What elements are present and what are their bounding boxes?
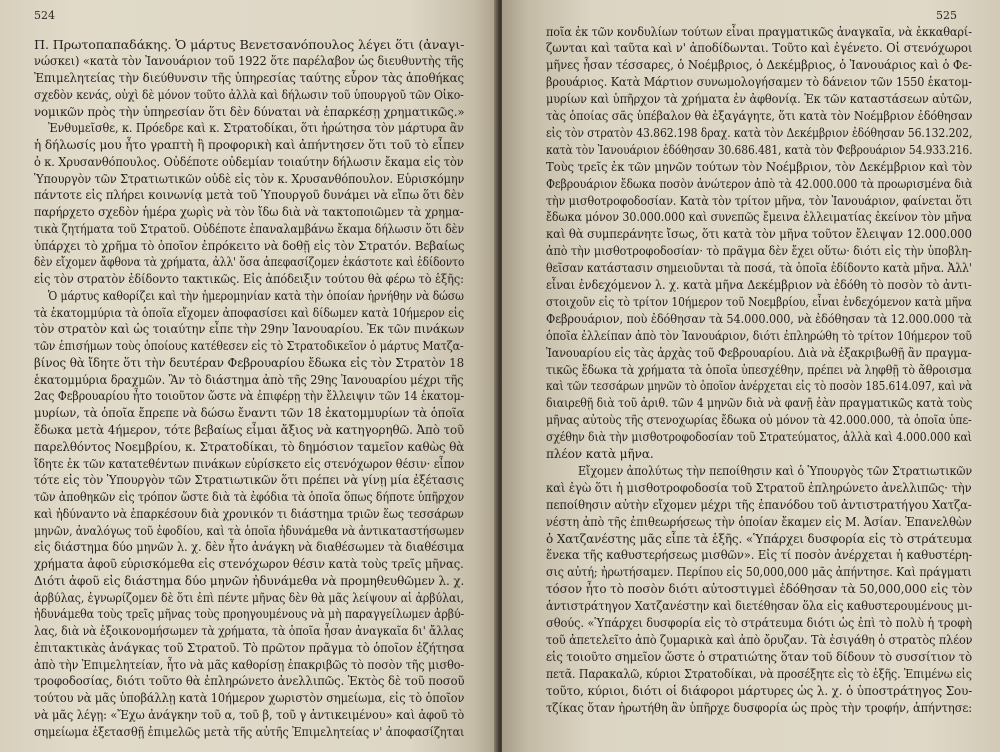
text-line: ἀπὸ τὴν μισθοτροφοδοσίαν· τὸ πρᾶγμα δὲν ἔχει οὕτω· διότι εἰς τὴν ὑποβλη- bbox=[546, 244, 972, 259]
text-line: Ἐνθυμεῖσθε, κ. Πρόεδρε καὶ κ. Στρατοδίκαι, ὅτι ἠρώτησα τὸν μάρτυρα ἂν bbox=[48, 121, 464, 136]
text-line: ὑπάρχει τὸ χρῆμα τὸ ὁποῖον ἐπρόκειτο νὰ δοθῇ εἰς τὸν Στρατόν. Βεβαίως bbox=[34, 238, 465, 253]
text-line: καὶ ἐγὼ ὅτι ἡ μισθοτροφοδοσία τοῦ Στρατοῦ ἐπληρώνετο ἀνελλιπῶς· τὴν bbox=[546, 480, 972, 495]
page-number: 524 bbox=[34, 9, 55, 22]
text-line: τοῦ ἀπετελεῖτο ἀπὸ ζυμαρικὰ καὶ ἀπὸ ὄρυζαν. Τὰ ἐσιγάθη ὁ στρατὸς πλέον bbox=[546, 632, 973, 647]
text-line: Ἐπιμελητείας τὴν διεύθυνσιν τῆς ὑπηρεσίας ταύτης εὗρον τὰς ἀποθήκας bbox=[34, 71, 464, 86]
text-line: θεῖσαν κατάστασιν σημειοῦνται τὰ ποσά, τὰ ὁποῖα ἐδίδοντο κατὰ μῆνα. Ἀλλ' bbox=[546, 261, 972, 276]
text-line: σις αὐτή; ἠρωτήσαμεν. Περίπου εἰς 50,000,000 μᾶς ἀπήντησε. Καὶ πράγματι bbox=[546, 565, 972, 580]
text-line: ὁ κ. Χρυσανθόπουλος. Οὐδέποτε οὐδεμίαν τοιαύτην δήλωσιν ἔκαμα εἰς τὸν bbox=[34, 154, 464, 169]
text-line: ἔδωκα μετὰ 4ήμερον, τότε βεβαίως εἶμαι ἄξιος νὰ κατηγορηθῶ. Ἀπὸ τοῦ bbox=[34, 422, 465, 437]
text-line: μυρίων καὶ ὑπῆρχον τὰ χρήματα ἐν ἀφθονίᾳ. Ἐκ τῶν καταστάσεων αὐτῶν, bbox=[546, 92, 973, 107]
text-line: σχεδὸν κενάς, οὐχὶ δὲ μόνον τοῦτο ἀλλὰ καὶ δήλωσιν τοῦ ὑπουργοῦ τῶν Οἰκο- bbox=[34, 87, 464, 102]
text-line: εἶναι ἐνδεχόμενον λ. χ. κατὰ μῆνα Δεκέμβριον νὰ ἐδόθη τὸ ποσὸν τὸ ἀντι- bbox=[546, 278, 972, 292]
text-line: τικῶς ἔδωκα τὰ χρήματα τὰ ὁποῖα ὑπεσχέθην, πρέπει νὰ ληφθῇ τὸ ἄθροισμα bbox=[546, 362, 972, 377]
text-line: εἰς τοιοῦτο σημεῖον ὥστε ὁ στρατιώτης ὅταν τοῦ δίδουν τὸ συσσίτιον τὸ bbox=[546, 649, 973, 664]
text-line: ζωνται καὶ ταῦτα καὶ ν' ἀποδίδωνται. Τοῦτο καὶ ἐγένετο. Οἱ στενόχωροι bbox=[546, 41, 973, 56]
text-line: τζίκας ὅταν ἠρωτήθη ἂν ὑπῆρχε δυσφορία ὡς πρὸς τὴν τροφήν, ἀπήντησε: bbox=[546, 700, 973, 715]
text-line: εἰς διάστημα δύο μηνῶν λ. χ. δὲν ἦτο ἀνάγκη νὰ διαθέσωμεν τὰ διαθέσιμα bbox=[34, 540, 465, 555]
text-line: εἰς τὸν στρατὸν 43.862.198 δραχ. κατὰ τὸν Δεκέμβριον ἐδόθησαν 56.132.202, bbox=[546, 125, 973, 140]
text-line: Ἰανουαρίου εἰς τὰς ἀρχὰς τοῦ Φεβρουαρίου. Διὰ νὰ ἐξακριβωθῇ ἂν πραγμα- bbox=[546, 345, 972, 360]
text-line: ὁ Χατζανέστης μᾶς εἶπε τὰ ἑξῆς. «Ὑπάρχει δυσφορία εἰς τὸ στράτευμα bbox=[546, 531, 973, 546]
text-line: χρήματα ἀφοῦ εὑρισκόμεθα εἰς στενόχωρον θέσιν κατὰ τοὺς τρεῖς μῆνας. bbox=[34, 557, 464, 572]
text-line: μυρίων, τὰ ὁποῖα ἔπρεπε νὰ δώσω ἔναντι τῶν 18 ἑκατομμυρίων τὰ ὁποῖα bbox=[34, 406, 465, 421]
text-line: σημείωμα ἐξετασθῇ ἐπιμελῶς μετὰ τῆς αὐτῆς Ἐπιμελητείας ν' ἀποφασίζηται bbox=[34, 724, 465, 739]
text-line: κατὰ τὸν Ἰανουάριον ἐδόθησαν 30.686.481, κατὰ τὸν Φεβρουάριον 54.933.216. bbox=[546, 142, 973, 157]
text-line: νώσκει) «κατὰ τὸν Ἰανουάριον τοῦ 1922 ὅτε παρέλαβον ὡς διευθυντὴς τῆς bbox=[34, 54, 464, 69]
text-line: Φεβρουάριον, ποὺ ἐδόθησαν τὰ 54.000.000, νὰ ἐδόθησαν τὰ 12.000.000 τὰ bbox=[546, 311, 972, 326]
text-line: τὰ ἑκατομμύρια τὰ ὁποῖα εἴχομεν ἀποφασίσει καὶ δίδωμεν κατὰ 10ήμερον εἰς bbox=[34, 305, 465, 320]
text-line: ἀρβύλας, ἐγνωρίζομεν δὲ ὅτι ἐπὶ πέντε μῆνας δὲν θὰ μᾶς λείψουν αἱ ἀρβύλαι, bbox=[34, 590, 464, 605]
text-line: τῶν ἀποθηκῶν εἰς τρόπον ὥστε διὰ τὰ ἐφόδια τὰ ὁποῖα ὅπως δήποτε ὑπῆρχον bbox=[34, 490, 465, 505]
text-line: Ὁ μάρτυς καθορίζει καὶ τὴν ἡμερομηνίαν κατὰ τὴν ὁποίαν ἠρνήθην νὰ δώσω bbox=[48, 288, 464, 303]
text-line: σθούς. «Ὑπάρχει δυσφορία εἰς τὸ στράτευμα διότι ὡς ἐπὶ τὸ πολὺ ἡ τροφὴ bbox=[546, 616, 972, 630]
text-line: Τοὺς τρεῖς ἐκ τῶν μηνῶν τούτων τὸν Νοέμβριον, τὸν Δεκέμβριον καὶ τὸν bbox=[546, 159, 973, 174]
text-line: καὶ ἠδύναντο νὰ ἐπαρκέσουν διὰ χρονικόν τι διάστημα τριῶν ἕως τεσσάρων bbox=[34, 506, 464, 521]
text-line: καὶ τῶν τεσσάρων μηνῶν τὸ ὁποῖον ἀνέρχεται εἰς τὸ ποσὸν 185.614.097, καὶ νὰ bbox=[546, 379, 973, 394]
text-line: παρελθόντος Νοεμβρίου, κ. Στρατοδίκαι, τὸ δημόσιον ταμεῖον καθὼς θὰ bbox=[34, 439, 465, 454]
left-page bbox=[0, 0, 498, 752]
text-line: νέστη ἀπὸ τῆς ἐπιθεωρήσεως τὴν ὁποίαν ἔκαμεν εἰς Μ. Ἀσίαν. Ἐπανελθὼν bbox=[546, 514, 972, 529]
text-line: πεποίθησιν αὐτὴν εἴχομεν μέχρι τῆς ἐπανόδου τοῦ ἀντιστρατήγου Χατζα- bbox=[546, 497, 972, 512]
text-line: βρουάριος. Κατὰ Μάρτιον συνωμολογήσαμεν τὸ δάνειον τῶν 1550 ἑκατομ- bbox=[546, 75, 973, 90]
text-line: Π. Πρωτοπαπαδάκης. Ὁ μάρτυς Βενετσανόπουλος λέγει ὅτι (ἀναγι- bbox=[34, 37, 465, 52]
text-line: πλέον κατὰ μῆνα. bbox=[546, 447, 654, 461]
text-line: τικὰ ζητήματα τοῦ Στρατοῦ. Οὐδέποτε ἐπαναλαμβάνω ἔκαμα δήλωσιν ὅτι δὲν bbox=[34, 221, 465, 236]
text-line: Ὑπουργὸν τῶν Στρατιωτικῶν οὐδὲ εἰς τὸν κ. Χρυσανθόπουλον. Εὑρισκόμην bbox=[34, 171, 465, 186]
text-line: ἕνεκα τῆς καθυστερήσεως μισθῶν». Εἰς τί ποσὸν ἀνέρχεται ἡ καθυστέρη- bbox=[546, 548, 973, 563]
text-line: Φεβρουάριον ἔδωκα ποσὸν ἀνώτερον ἀπὸ τὰ 42.000.000 τὰ προωρισμένα διὰ bbox=[546, 176, 973, 191]
text-line: Διότι ἀφοῦ εἰς διάστημα δύο μηνῶν ἠδυνάμεθα νὰ προμηθευθῶμεν λ. χ. bbox=[34, 573, 465, 588]
text-line: παρήρχετο σχεδὸν ἡμέρα χωρὶς νὰ τὸν ἴδω διὰ νὰ τακτοποιῶμεν τὰ χρημα- bbox=[34, 205, 464, 220]
text-line: τῶν ἐπισήμων τοὺς ὁποίους κατέθεσεν εἰς τὸ Στρατοδικεῖον ὁ μάρτυς Ματζα- bbox=[34, 339, 464, 354]
text-line: δὲν εἴχομεν ἄφθονα τὰ χρήματα, ἀλλ' ὅσα ἀπεφασίζομεν ἑκάστοτε καὶ ἐδίδοντο bbox=[34, 255, 465, 270]
text-line: τόσον ἦτο τὸ ποσὸν διότι αὐτοστιγμεὶ ἐδόθησαν τὰ 50,000,000 εἰς τὸν bbox=[546, 582, 973, 597]
text-line: τοῦτο, κύριοι, διότι οἱ διάφοροι μάρτυρες ὡς λ. χ. ὁ ὑποστράτηγος Σου- bbox=[546, 683, 973, 698]
text-line: Εἴχομεν ἀπολύτως τὴν πεποίθησιν καὶ ὁ Ὑπουργὸς τῶν Στρατιωτικῶν bbox=[578, 463, 973, 478]
text-line: 2ας Φεβρουαρίου ἦτο τοιοῦτον ὥστε νὰ ἐπιφέρῃ τὴν ἔλλειψιν τῶν 14 ἑκατομ- bbox=[34, 389, 465, 404]
page-number: 525 bbox=[936, 9, 957, 22]
text-line: ἀπὸ τὴν Ἐπιμελητείαν, ἦτο νὰ μᾶς καθορίσῃ ἐπακριβῶς τὸ ποσὸν τῆς μισθο- bbox=[34, 657, 465, 672]
text-line: τὰς ὁποίας σᾶς ὑπέβαλον θὰ ἐξαγάγητε, ὅτι κατὰ τὸν Νοέμβριον ἐδόθησαν bbox=[546, 109, 973, 123]
text-line: ἐπιτακτικὰς ἀνάγκας τοῦ Στρατοῦ. Τὸ πρῶτον πρᾶγμα τὸ ὁποῖον ἐζήτησα bbox=[34, 640, 465, 655]
text-line: καὶ θὰ συμπεράνητε ἴσως, ὅτι κατὰ τὸν μῆνα τοῦτον ἔλειψαν 12.000.000 bbox=[546, 227, 972, 242]
text-line: πετᾶ. Παρακαλῶ, κύριοι Στρατοδίκαι, νὰ προσέξητε εἰς τὸ ἑξῆς. Ἐπιμένω εἰς bbox=[546, 666, 972, 681]
text-line: νὰ μᾶς λέγῃ: «Ἔχω ἀνάγκην τοῦ α, τοῦ β, τοῦ γ ἀντικειμένου» καὶ ἀφοῦ τὸ bbox=[34, 707, 465, 722]
text-line: εἰς τὸν στρατὸν ἐδίδοντο τακτικῶς. Εἰς ἀπόδειξιν τούτου θὰ φέρω τὸ ἑξῆς: bbox=[34, 272, 464, 287]
text-line: σχέθην διὰ τὴν μισθοτροφοδοσίαν τοῦ Στρατεύματος, ἀλλὰ καὶ 4.000.000 καὶ bbox=[546, 430, 972, 445]
text-line: ἴδητε ἐκ τῶν κατατεθέντων πινάκων εὑρίσκετο εἰς στενόχωρον θέσιν· εἶπον bbox=[34, 456, 465, 471]
text-line: ποῖα ἐκ τῶν κονδυλίων τούτων εἶναι πραγματικῶς ἀναγκαῖα, νὰ ἐκκαθαρί- bbox=[546, 24, 972, 39]
text-line: μῆνες ἦσαν τέσσαρες, ὁ Νοέμβριος, ὁ Δεκέμβριος, ὁ Ἰανουάριος καὶ ὁ Φε- bbox=[546, 58, 972, 73]
text-line: ὁποῖα ἐλλείπαν ἀπὸ τὸν Ἰανουάριον, διότι ἐπληρώθη τὸ τρίτον 10ήμερον τοῦ bbox=[546, 328, 972, 343]
text-line: διαιρεθῇ διὰ τοῦ ἀριθ. τῶν 4 μηνῶν διὰ νὰ φανῇ ἐὰν πραγματικῶς κατὰ τοὺς bbox=[546, 396, 973, 411]
text-line: τὸν στρατὸν καὶ ὡς τοιαύτην εἶπε τὴν 29ην Ἰανουαρίου. Ἐκ τῶν πινάκων bbox=[34, 322, 465, 337]
text-line: ἑκατομμύρια δραχμῶν. Ἂν τὸ διάστημα ἀπὸ τῆς 29ης Ἰανουαρίου μέχρι τῆς bbox=[34, 372, 464, 387]
right-page bbox=[502, 0, 1000, 752]
text-line: τότε εἰς τὸν Ὑπουργὸν τῶν Στρατιωτικῶν ὅτι πρέπει νὰ γίνῃ μία ἐξέτασις bbox=[34, 473, 464, 488]
text-line: νομικῶν πρὸς τὴν ὑπηρεσίαν ὅτι δὲν δύναται νὰ ἐπαρκέσῃ χρηματικῶς.» bbox=[34, 104, 465, 119]
text-line: στοιχοῦν εἰς τὸ τρίτον 10ήμερον τοῦ Νοεμβρίου, εἶναι ἐνδεχόμενον κατὰ μῆνα bbox=[546, 294, 972, 309]
text-line: ἠδυνάμεθα τοὺς τρεῖς μῆνας τοὺς προηγουμένους νὰ μὴ παραγγείλωμεν ἀρβύ- bbox=[34, 607, 465, 622]
text-line: ἔδωκα μόνον 30.000.000 καὶ συνεπῶς ἔμεινα ἐλλειματίας ἐκείνον τὸν μῆνα bbox=[546, 210, 972, 225]
text-line: τροφοδοσίας, διότι τοῦτο θὰ ἐπληρώνετο ἀνελλιπῶς. Ἐκτὸς δὲ τοῦ ποσοῦ bbox=[34, 674, 465, 689]
text-line: τούτου νὰ μᾶς ὑποβάλλῃ κατὰ 10ήμερον χωριστὸν σημείωμα, εἰς τὸ ὁποῖον bbox=[34, 691, 465, 706]
text-line: ἀντιστράτηγον Χατζανέστην καὶ διετέθησαν ὅλα εἰς καθυστερουμένους μι- bbox=[546, 599, 973, 614]
text-line: λας, διὰ νὰ ἐξοικονομήσωμεν τὰ χρήματα, τὰ ὁποῖα ἦσαν ἀναγκαῖα δι' ἄλλας bbox=[34, 624, 464, 639]
text-line: τὴν μισθοτροφοδοσίαν. Κατὰ τὸν τρίτον μῆνα, τὸν Ἰανουάριον, φαίνεται ὅτι bbox=[546, 193, 973, 208]
text-line: ἡ δήλωσίς μου ἦτο γραπτὴ ἢ προφορικὴ καὶ ἀπήντησεν ὅτι τοῦ τὸ εἶπεν bbox=[34, 138, 465, 153]
text-line: πάντοτε εἰς πλήρει κοινωνίᾳ μετὰ τοῦ Ὑπουργοῦ δυνάμει νὰ εἴπω ὅτι δὲν bbox=[34, 188, 464, 203]
text-line: μῆνας αὐτοὺς τῆς στενοχωρίας ἔδωκα οὐ μόνον τὰ 42.000.000, τὰ ὁποῖα ὑπε- bbox=[546, 413, 972, 428]
text-line: βίνος θὰ ἴδητε ὅτι τὴν δευτέραν Φεβρουαρίου ἔδωκα εἰς τὸν Στρατὸν 18 bbox=[34, 355, 465, 370]
text-line: μηνῶν, ἀναλόγως τοῦ ἐφοδίου, καὶ τὰ ὁποῖα ἠδυνάμεθα νὰ ἀντικαταστήσωμεν bbox=[34, 523, 465, 538]
